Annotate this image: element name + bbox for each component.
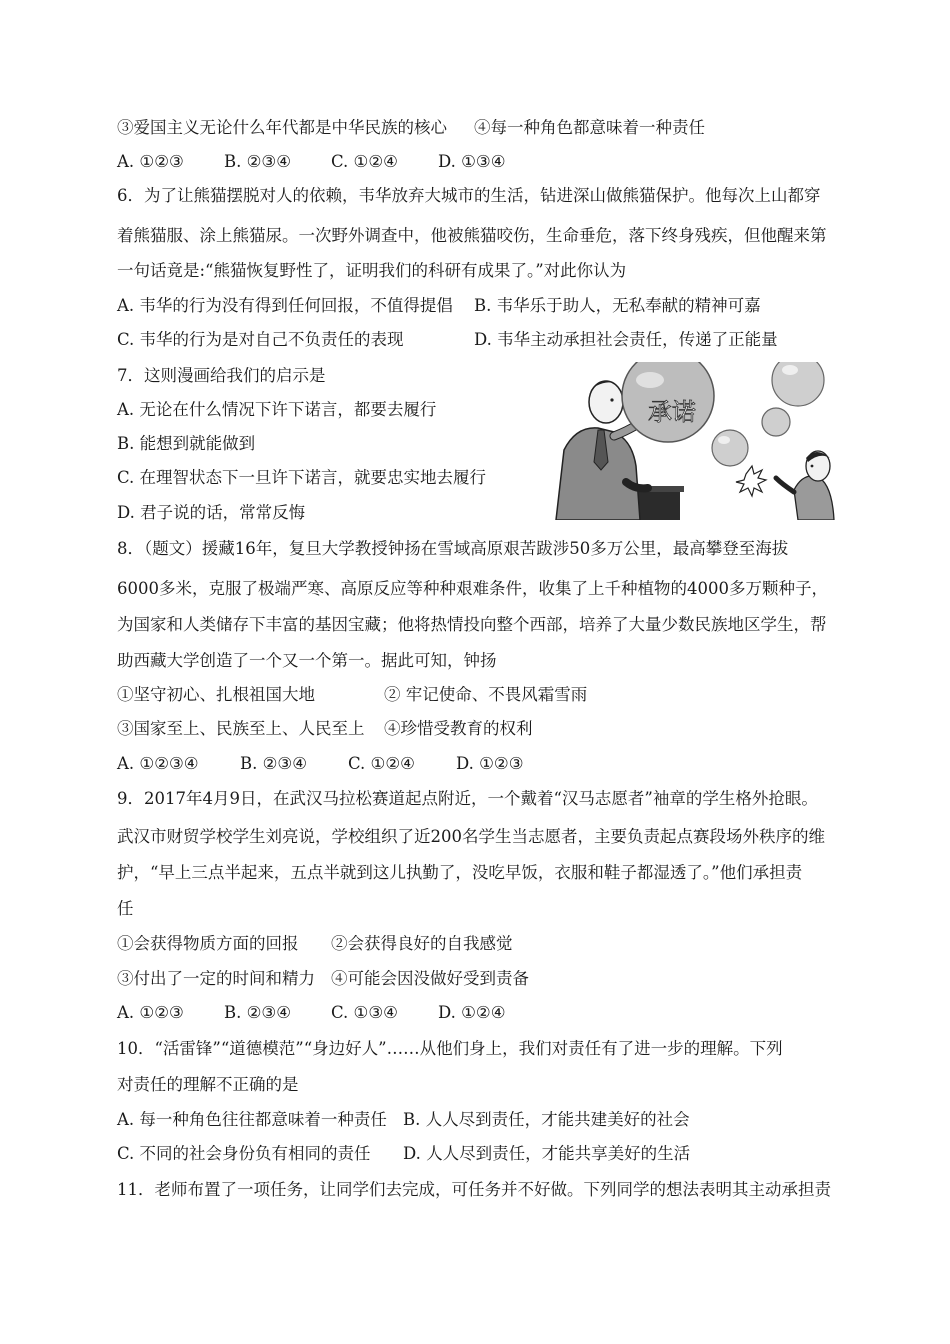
q9-statement-4: ④可能会因没做好受到责备 — [331, 969, 529, 988]
q8-option-c: C. ①②④ — [348, 754, 415, 773]
q9-stem-line: 任 — [117, 899, 134, 918]
q7-option-b: B. 能想到就能做到 — [117, 434, 256, 453]
q6-option-c: C. 韦华的行为是对自己不负责任的表现 — [117, 330, 404, 349]
q9-option-b: B. ②③④ — [224, 1003, 291, 1022]
q5-option-d: D. ①③④ — [438, 152, 506, 171]
q6-option-a: A. 韦华的行为没有得到任何回报，不值得提倡 — [117, 296, 453, 315]
q10-stem-line: 对责任的理解不正确的是 — [117, 1075, 299, 1094]
q7-option-a: A. 无论在什么情况下许下诺言，都要去履行 — [117, 400, 437, 419]
q7-option-c: C. 在理智状态下一旦许下诺言，就要忠实地去履行 — [117, 468, 487, 487]
q9-stem-line: 护，“早上三点半起来，五点半就到这儿执勤了，没吃早饭，衣服和鞋子都湿透了。”他们承担责 — [117, 863, 803, 882]
q8-statement-1: ①坚守初心、扎根祖国大地 — [117, 685, 315, 704]
q11-stem-line: 11．老师布置了一项任务，让同学们去完成，可任务并不好做。下列同学的想法表明其主动承担责 — [117, 1180, 831, 1199]
q5-option-b: B. ②③④ — [224, 152, 291, 171]
q6-option-b: B. 韦华乐于助人，无私奉献的精神可嘉 — [474, 296, 761, 315]
q7-option-d: D. 君子说的话，常常反悔 — [117, 503, 306, 522]
q8-stem-line: 为国家和人类储存下丰富的基因宝藏；他将热情投向整个西部，培养了大量少数民族地区学生，帮 — [117, 615, 827, 634]
q9-option-d: D. ①②④ — [438, 1003, 506, 1022]
q9-stem-line: 武汉市财贸学校学生刘亮说，学校组织了近200名学生当志愿者，主要负责起点赛段场外秩序的维 — [117, 827, 825, 846]
q6-stem-line: 一句话竟是:“熊猫恢复野性了，证明我们的科研有成果了。”对此你认为 — [117, 261, 627, 280]
q10-option-b: B. 人人尽到责任，才能共建美好的社会 — [403, 1110, 690, 1129]
q9-stem-line: 9．2017年4月9日，在武汉马拉松赛道起点附近，一个戴着“汉马志愿者”袖章的学生格外抢眼。 — [117, 789, 818, 808]
q6-stem-line: 着熊猫服、涂上熊猫尿。一次野外调查中，他被熊猫咬伤，生命垂危，落下终身残疾，但他醒来第 — [117, 226, 827, 245]
q10-option-c: C. 不同的社会身份负有相同的责任 — [117, 1144, 371, 1163]
promise-cartoon-image — [536, 362, 838, 520]
q6-stem-line: 6．为了让熊猫摆脱对人的依赖，韦华放弃大城市的生活，钻进深山做熊猫保护。他每次上山都穿 — [117, 186, 821, 205]
q8-statement-3: ③国家至上、民族至上、人民至上 — [117, 719, 365, 738]
q9-statement-2: ②会获得良好的自我感觉 — [331, 934, 513, 953]
q10-option-a: A. 每一种角色往往都意味着一种责任 — [117, 1110, 387, 1129]
q8-option-a: A. ①②③④ — [117, 754, 199, 773]
q10-stem-line: 10．“活雷锋”“道德模范”“身边好人”……从他们身上，我们对责任有了进一步的理解。下列 — [117, 1039, 783, 1058]
q7-stem: 7．这则漫画给我们的启示是 — [117, 366, 326, 385]
q6-option-d: D. 韦华主动承担社会责任，传递了正能量 — [474, 330, 778, 349]
q9-option-a: A. ①②③ — [117, 1003, 184, 1022]
q9-statement-3: ③付出了一定的时间和精力 — [117, 969, 315, 988]
q8-stem-line: 6000多米，克服了极端严寒、高原反应等种种艰难条件，收集了上千种植物的4000多万颗种子， — [117, 579, 828, 598]
q10-option-d: D. 人人尽到责任，才能共享美好的生活 — [403, 1144, 691, 1163]
q8-statement-4: ④珍惜受教育的权利 — [384, 719, 533, 738]
popping-balloon — [736, 466, 766, 496]
q5-statement-4: ④每一种角色都意味着一种责任 — [474, 118, 705, 137]
q9-statement-1: ①会获得物质方面的回报 — [117, 934, 299, 953]
balloon-label: 承诺 — [648, 398, 696, 426]
q5-statement-3: ③爱国主义无论什么年代都是中华民族的核心 — [117, 118, 447, 137]
q8-statement-2: ② 牢记使命、不畏风霜雪雨 — [384, 685, 588, 704]
q8-option-b: B. ②③④ — [240, 754, 307, 773]
q8-stem-line: 助西藏大学创造了一个又一个第一。据此可知，钟扬 — [117, 651, 497, 670]
small-balloon — [762, 408, 790, 436]
q5-option-a: A. ①②③ — [117, 152, 184, 171]
small-balloon — [712, 430, 748, 466]
q9-option-c: C. ①③④ — [331, 1003, 398, 1022]
q8-stem-line: 8．（题文）援藏16年，复旦大学教授钟扬在雪域高原艰苦跋涉50多万公里，最高攀登至海拔 — [117, 539, 789, 558]
q5-option-c: C. ①②④ — [331, 152, 398, 171]
cartoon-boy — [794, 476, 834, 520]
q8-option-d: D. ①②③ — [456, 754, 524, 773]
small-balloon — [772, 362, 824, 406]
